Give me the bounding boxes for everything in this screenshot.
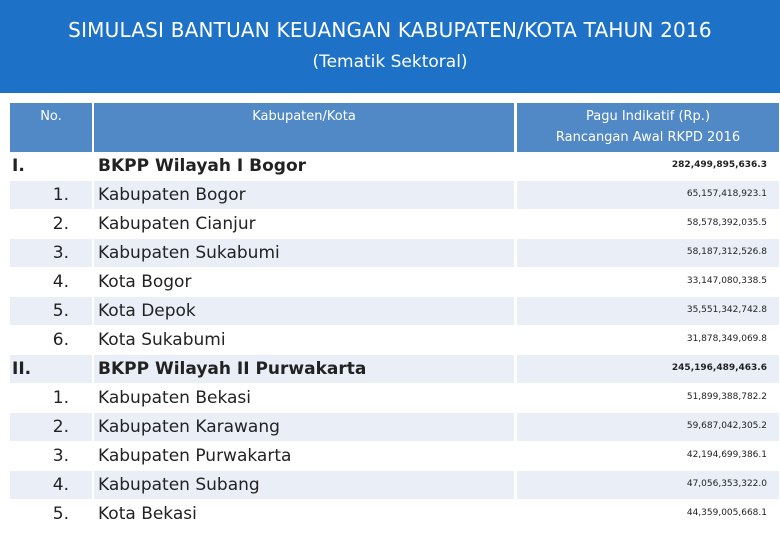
row-number-cell	[10, 413, 92, 441]
table-row	[10, 268, 780, 297]
region-name-cell-text: BKPP Wilayah II Purwakarta	[98, 359, 367, 379]
region-name-cell	[94, 268, 514, 296]
row-number-cell	[10, 384, 92, 412]
pagu-value-cell-text: 51,899,388,782.2	[686, 392, 767, 402]
region-name-cell	[94, 210, 514, 238]
row-number-cell	[10, 442, 92, 470]
row-number-cell-text: 6.	[52, 330, 69, 350]
pagu-value-cell	[517, 442, 779, 470]
page-subtitle: (Tematik Sektoral)	[312, 52, 468, 72]
region-name-cell-text: Kabupaten Purwakarta	[98, 446, 292, 466]
row-number-cell-text: 5.	[52, 504, 69, 524]
pagu-value-cell-text: 59,687,042,305.2	[686, 421, 767, 431]
pagu-value-cell	[517, 326, 779, 354]
pagu-value-cell-text: 47,056,353,322.0	[686, 479, 767, 489]
table-row	[10, 181, 780, 210]
pagu-value-cell-text: 31,878,349,069.8	[686, 334, 767, 344]
region-name-cell-text: Kabupaten Subang	[98, 475, 260, 495]
column-header-kabupaten	[94, 103, 514, 152]
row-number-cell	[10, 471, 92, 499]
region-name-cell	[94, 384, 514, 412]
pagu-value-cell	[517, 355, 779, 383]
row-number-cell-text: 3.	[52, 446, 69, 466]
region-name-cell	[94, 297, 514, 325]
column-header-pagu-line1: Pagu Indikatif (Rp.)	[585, 109, 711, 124]
region-name-cell	[94, 152, 514, 180]
pagu-value-cell	[517, 500, 779, 528]
row-number-cell	[10, 500, 92, 528]
column-header-kabupaten-label: Kabupaten/Kota	[252, 109, 356, 124]
row-number-cell-text: 5.	[52, 301, 69, 321]
table-group-row	[10, 355, 780, 384]
column-header-no	[10, 103, 92, 152]
pagu-value-cell	[517, 384, 779, 412]
row-number-cell-text: 2.	[52, 214, 69, 234]
region-name-cell	[94, 355, 514, 383]
column-header-pagu	[517, 103, 779, 152]
row-number-cell-text: 3.	[52, 243, 69, 263]
table-row	[10, 326, 780, 355]
row-number-cell	[10, 326, 92, 354]
region-name-cell-text: BKPP Wilayah I Bogor	[98, 156, 307, 176]
region-name-cell-text: Kota Bekasi	[98, 504, 197, 524]
pagu-value-cell-text: 245,196,489,463.6	[671, 363, 767, 373]
pagu-value-cell	[517, 181, 779, 209]
pagu-value-cell-text: 65,157,418,923.1	[686, 189, 767, 199]
pagu-value-cell-text: 33,147,080,338.5	[686, 276, 767, 286]
pagu-value-cell	[517, 268, 779, 296]
region-name-cell-text: Kabupaten Bekasi	[98, 388, 252, 408]
pagu-value-cell	[517, 413, 779, 441]
table-row	[10, 297, 780, 326]
row-number-cell	[10, 355, 92, 383]
row-number-cell	[10, 297, 92, 325]
pagu-value-cell	[517, 152, 779, 180]
table-row	[10, 239, 780, 268]
table-row	[10, 442, 780, 471]
region-name-cell-text: Kota Bogor	[98, 272, 192, 292]
page-title: SIMULASI BANTUAN KEUANGAN KABUPATEN/KOTA TAHUN 2016	[68, 18, 712, 42]
table-row	[10, 471, 780, 500]
title-banner	[0, 0, 780, 93]
region-name-cell-text: Kota Depok	[98, 301, 196, 321]
table-row	[10, 500, 780, 529]
column-header-no-label: No.	[40, 109, 62, 124]
region-name-cell	[94, 413, 514, 441]
row-number-cell	[10, 210, 92, 238]
table-row	[10, 413, 780, 442]
pagu-value-cell	[517, 297, 779, 325]
table-row	[10, 210, 780, 239]
pagu-value-cell-text: 44,359,005,668.1	[686, 508, 767, 518]
row-number-cell	[10, 152, 92, 180]
region-name-cell-text: Kabupaten Cianjur	[98, 214, 256, 234]
pagu-value-cell-text: 35,551,342,742.8	[686, 305, 767, 315]
row-number-cell	[10, 181, 92, 209]
row-number-cell-text: I.	[12, 156, 25, 176]
region-name-cell-text: Kabupaten Sukabumi	[98, 243, 280, 263]
region-name-cell	[94, 500, 514, 528]
pagu-value-cell-text: 58,187,312,526.8	[686, 247, 767, 257]
region-name-cell-text: Kabupaten Bogor	[98, 185, 246, 205]
region-name-cell-text: Kabupaten Karawang	[98, 417, 280, 437]
pagu-value-cell-text: 58,578,392,035.5	[686, 218, 767, 228]
row-divider	[10, 528, 780, 529]
pagu-value-cell	[517, 239, 779, 267]
region-name-cell	[94, 326, 514, 354]
region-name-cell	[94, 471, 514, 499]
row-number-cell-text: II.	[12, 359, 32, 379]
row-number-cell-text: 2.	[52, 417, 69, 437]
row-number-cell	[10, 268, 92, 296]
row-number-cell-text: 4.	[52, 272, 69, 292]
region-name-cell	[94, 239, 514, 267]
row-number-cell-text: 1.	[52, 185, 69, 205]
pagu-value-cell	[517, 471, 779, 499]
table-group-row	[10, 152, 780, 181]
pagu-value-cell-text: 282,499,895,636.3	[671, 160, 767, 170]
row-number-cell-text: 1.	[52, 388, 69, 408]
table-row	[10, 384, 780, 413]
pagu-value-cell	[517, 210, 779, 238]
data-table-body	[10, 152, 780, 529]
region-name-cell-text: Kota Sukabumi	[98, 330, 226, 350]
column-header-pagu-line2: Rancangan Awal RKPD 2016	[555, 130, 741, 145]
row-number-cell-text: 4.	[52, 475, 69, 495]
region-name-cell	[94, 181, 514, 209]
pagu-value-cell-text: 42,194,699,386.1	[686, 450, 767, 460]
row-number-cell	[10, 239, 92, 267]
region-name-cell	[94, 442, 514, 470]
